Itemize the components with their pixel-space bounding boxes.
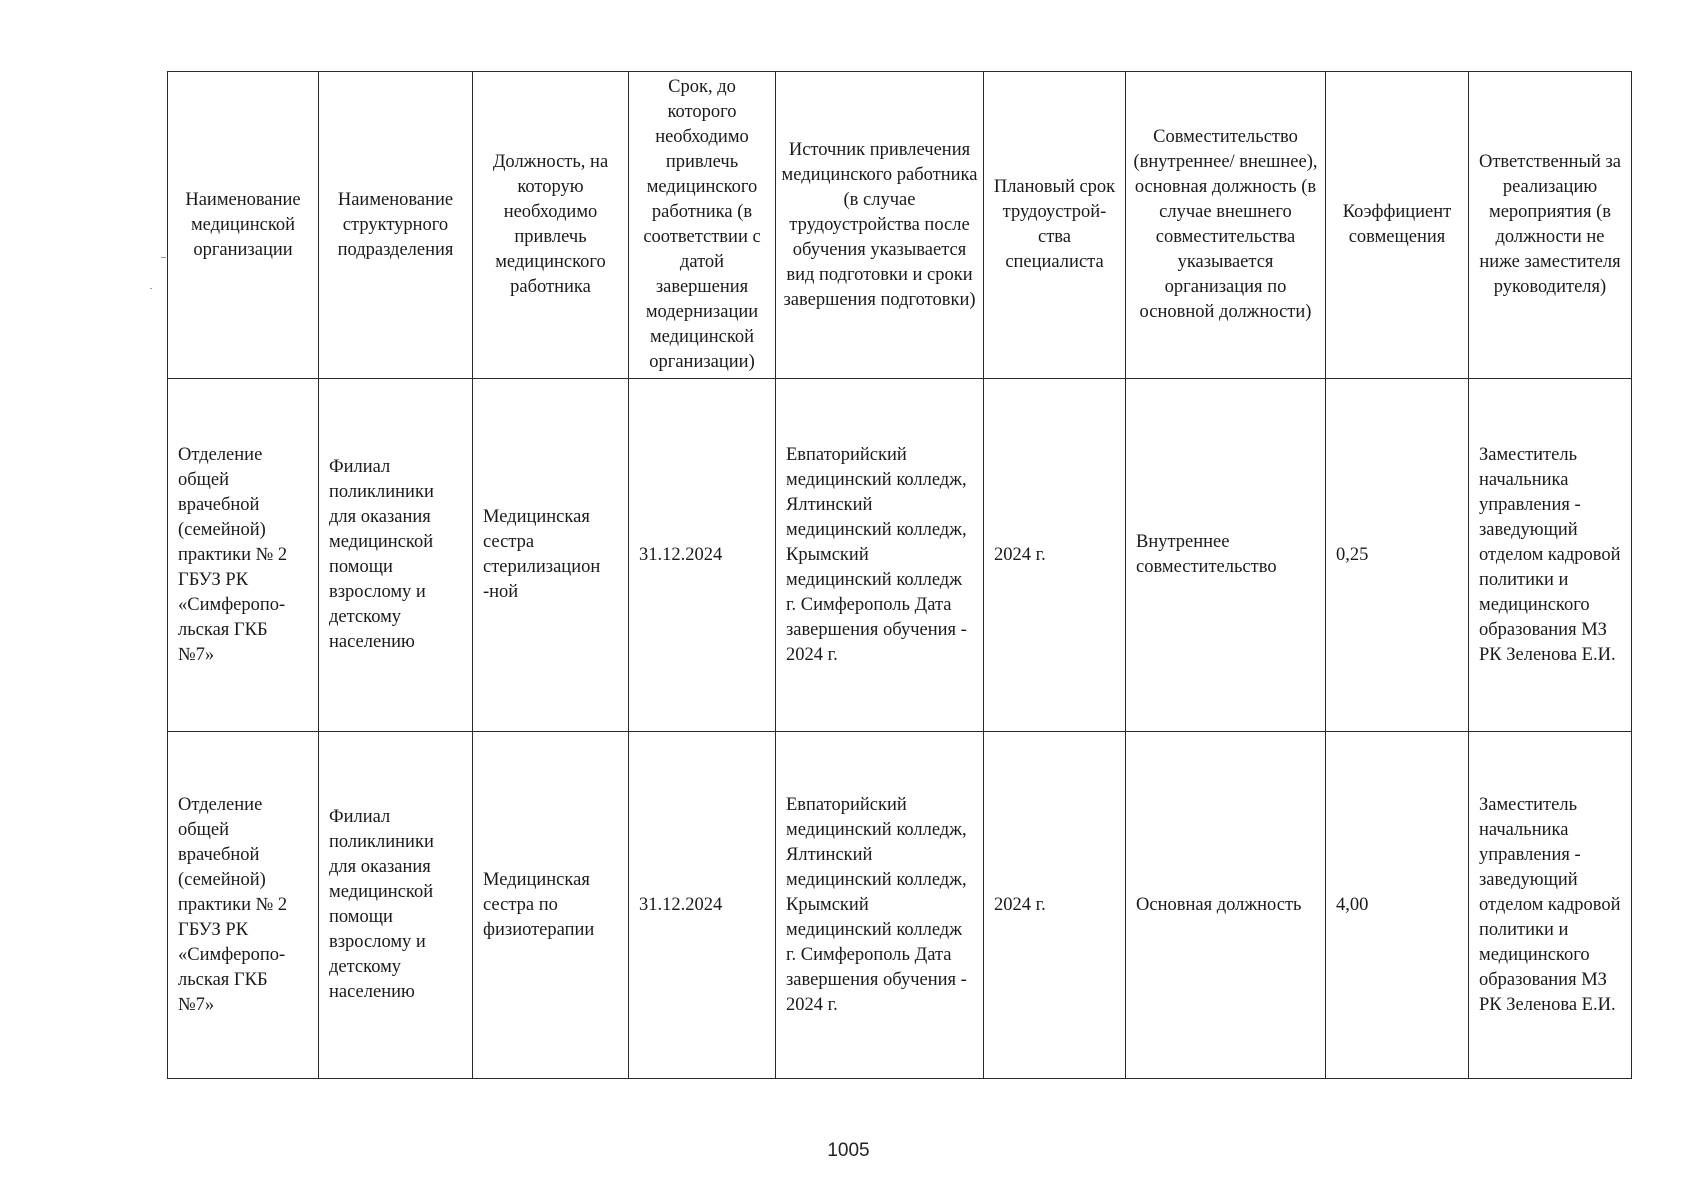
header-source: Источник привлечения медицинского работника (в случае трудоустройства после обучения указывается вид подготовки и сроки завершения подготовки) [776, 72, 984, 379]
cell-organization: Отделение общей врачебной (семейной) практики № 2 ГБУЗ РК «Симферопо-льская ГКБ №7» [168, 732, 319, 1079]
cell-department: Филиал поликлиники для оказания медицинской помощи взрослому и детскому населению [319, 379, 473, 732]
header-responsible: Ответственный за реализацию мероприятия (в должности не ниже заместителя руководителя) [1469, 72, 1632, 379]
cell-source: Евпаторийский медицинский колледж, Ялтинский медицинский колледж, Крымский медицинский колледж г. Симферополь Дата завершения обучения - 2024 г. [776, 732, 984, 1079]
cell-department: Филиал поликлиники для оказания медицинской помощи взрослому и детскому населению [319, 732, 473, 1079]
cell-planned-term: 2024 г. [984, 379, 1126, 732]
cell-coefficient: 0,25 [1326, 379, 1469, 732]
cell-planned-term: 2024 г. [984, 732, 1126, 1079]
cell-position: Медицинская сестра по физиотерапии [473, 732, 629, 1079]
table-row [168, 732, 1632, 1079]
cell-coefficient: 4,00 [1326, 732, 1469, 1079]
cell-responsible: Заместитель начальника управления - заведующий отделом кадровой политики и медицинского образования МЗ РК Зеленова Е.И. [1469, 732, 1632, 1079]
cell-deadline: 31.12.2024 [629, 379, 776, 732]
cell-combination: Основная должность [1126, 732, 1326, 1079]
cell-source: Евпаторийский медицинский колледж, Ялтинский медицинский колледж, Крымский медицинский колледж г. Симферополь Дата завершения обучения - 2024 г. [776, 379, 984, 732]
cell-responsible: Заместитель начальника управления - заведующий отделом кадровой политики и медицинского образования МЗ РК Зеленова Е.И. [1469, 379, 1632, 732]
cell-position: Медицинская сестра стерилизацион -ной [473, 379, 629, 732]
header-position: Должность, на которую необходимо привлечь медицинского работника [473, 72, 629, 379]
header-coefficient: Коэффициент совмещения [1326, 72, 1469, 379]
header-organization: Наименование медицинской организации [168, 72, 319, 379]
header-department: Наименование структурного подразделения [319, 72, 473, 379]
cell-deadline: 31.12.2024 [629, 732, 776, 1079]
cell-combination: Внутреннее совместительство [1126, 379, 1326, 732]
scan-speck [161, 257, 166, 258]
scan-speck [150, 288, 152, 289]
header-deadline: Срок, до которого необходимо привлечь медицинского работника (в соответствии с датой завершения модернизации медицинской организации) [629, 72, 776, 379]
staffing-plan-table [167, 71, 1632, 1079]
cell-organization: Отделение общей врачебной (семейной) практики № 2 ГБУЗ РК «Симферопо-льская ГКБ №7» [168, 379, 319, 732]
table-header-row [168, 72, 1632, 379]
header-combination: Совместительство (внутреннее/ внешнее), основная должность (в случае внешнего совместительства указывается организация по основной должности) [1126, 72, 1326, 379]
header-planned-term: Плановый срок трудоустрой-ства специалиста [984, 72, 1126, 379]
table-row [168, 379, 1632, 732]
page-number: 1005 [827, 1140, 870, 1161]
